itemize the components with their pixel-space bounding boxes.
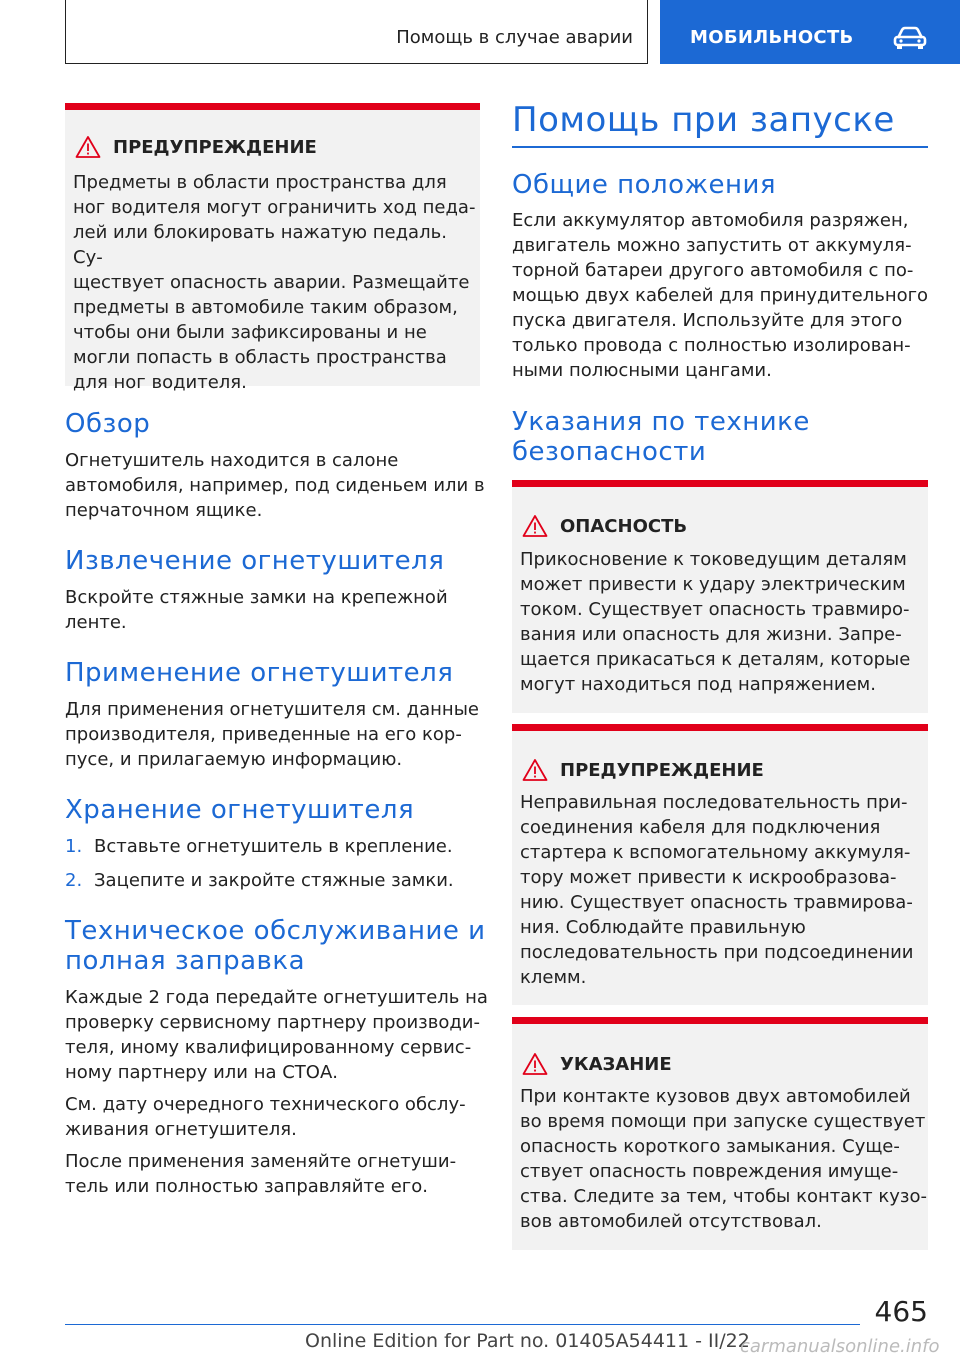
- text-line: ствует опасность повреждения имуще-: [520, 1161, 899, 1182]
- text-line: теля, иному квалифицированному сервис-: [65, 1037, 472, 1058]
- warning-box-pedals: [65, 103, 480, 393]
- heading-line: Указания по технике: [512, 407, 810, 437]
- page-title: Помощь при запуске: [512, 100, 895, 140]
- text-line: Каждые 2 года передайте огнетушитель на: [65, 987, 488, 1008]
- text-line: двигатель можно запустить от аккумуля-: [512, 235, 912, 256]
- text-line: Огнетушитель находится в салоне: [65, 450, 399, 471]
- note-triangle-icon: [522, 1052, 548, 1076]
- text-line: могли попасть в область пространства: [73, 347, 447, 368]
- warning-triangle-icon: [75, 135, 101, 159]
- text-line: ному партнеру или на СТОА.: [65, 1062, 338, 1083]
- warning-text: [73, 170, 480, 395]
- heading-usage: Применение огнетушителя: [65, 658, 454, 688]
- text-line: последовательность при подсоединении: [520, 942, 914, 963]
- text-line: только провода с полностью изолирован-: [512, 335, 911, 356]
- warning-triangle-icon: [522, 758, 548, 782]
- title-divider: [512, 146, 928, 148]
- text-line: ленте.: [65, 612, 127, 633]
- text-line: предметы в автомобиле таким образом,: [73, 297, 458, 318]
- text-line: чтобы они были зафиксированы и не: [73, 322, 427, 343]
- list-text: Зацепите и закройте стяжные замки.: [94, 870, 454, 891]
- text-line: автомобиля, например, под сиденьем или в: [65, 475, 485, 496]
- text-line: соединения кабеля для подключения: [520, 817, 881, 838]
- header-chapter-tab[interactable]: [660, 0, 960, 64]
- text-line: вания или опасность для жизни. Запре-: [520, 624, 902, 645]
- text-line: ног водителя могут ограничить ход педа-: [73, 197, 476, 218]
- text-line: клемм.: [520, 967, 587, 988]
- danger-triangle-icon: [522, 514, 548, 538]
- text-line: перчаточном ящике.: [65, 500, 263, 521]
- text-line: пусе, и прилагаемую информацию.: [65, 749, 403, 770]
- header-section-tab: [65, 0, 648, 64]
- heading-line: безопасности: [512, 437, 707, 467]
- text-line: живания огнетушителя.: [65, 1119, 297, 1140]
- text-line: может привести к удару электрическим: [520, 574, 906, 595]
- heading-storage: Хранение огнетушителя: [65, 795, 415, 825]
- footer-divider: [65, 1324, 860, 1325]
- heading-line: Техническое обслуживание и: [65, 916, 486, 946]
- text-line: мощью двух кабелей для принудительного: [512, 285, 929, 306]
- list-number: 2.: [65, 870, 83, 891]
- paragraph-usage: [65, 697, 479, 772]
- danger-title: ОПАСНОСТЬ: [560, 515, 688, 537]
- header-chapter-label: МОБИЛЬНОСТЬ: [690, 27, 854, 48]
- text-line: во время помощи при запуске существует: [520, 1111, 926, 1132]
- heading-general: Общие положения: [512, 170, 777, 200]
- list-text: Вставьте огнетушитель в крепление.: [94, 836, 453, 857]
- warning-title: ПРЕДУПРЕЖДЕНИЕ: [113, 136, 317, 158]
- text-line: стартера к вспомогательному аккумуля-: [520, 842, 911, 863]
- header-section-label: Помощь в случае аварии: [396, 27, 633, 48]
- text-line: пуска двигателя. Используйте для этого: [512, 310, 903, 331]
- text-line: Прикосновение к токоведущим деталям: [520, 549, 907, 570]
- paragraph-maintenance-1: [65, 985, 488, 1085]
- paragraph-removal: [65, 585, 448, 635]
- text-line: нию. Существует опасность травмирова-: [520, 892, 913, 913]
- warning-box-cables: [512, 724, 928, 1005]
- heading-overview: Обзор: [65, 409, 151, 439]
- paragraph-general: [512, 208, 928, 383]
- car-icon: [892, 26, 928, 50]
- list-item: [65, 834, 480, 859]
- list-number: 1.: [65, 836, 83, 857]
- note-text: [520, 1084, 927, 1234]
- text-line: лей или блокировать нажатую педаль. Су-: [73, 222, 447, 268]
- text-line: ществует опасность аварии. Размещайте: [73, 272, 470, 293]
- heading-safety: [512, 407, 810, 467]
- paragraph-maintenance-2: [65, 1092, 466, 1142]
- paragraph-maintenance-3: [65, 1149, 456, 1199]
- text-line: тору может привести к искрообразова-: [520, 867, 897, 888]
- paragraph-overview: [65, 448, 485, 523]
- text-line: производителя, приведенные на его кор-: [65, 724, 462, 745]
- text-line: могут находиться под напряжением.: [520, 674, 876, 695]
- heading-removal: Извлечение огнетушителя: [65, 546, 445, 576]
- text-line: вов автомобилей отсутствовал.: [520, 1211, 822, 1232]
- text-line: ства. Следите за тем, чтобы контакт кузо-: [520, 1186, 927, 1207]
- list-item: [65, 868, 480, 893]
- text-line: См. дату очередного технического обслу-: [65, 1094, 466, 1115]
- page-number: 465: [874, 1295, 928, 1328]
- text-line: Для применения огнетушителя см. данные: [65, 699, 479, 720]
- text-line: ными полюсными цангами.: [512, 360, 772, 381]
- text-line: Неправильная последовательность при-: [520, 792, 908, 813]
- danger-text: [520, 547, 910, 697]
- heading-maintenance: [65, 916, 486, 976]
- danger-box: [512, 480, 928, 713]
- text-line: Предметы в области пространства для: [73, 172, 447, 193]
- text-line: током. Существует опасность травмиро-: [520, 599, 910, 620]
- note-title: УКАЗАНИЕ: [560, 1053, 672, 1075]
- footer-watermark[interactable]: carmanualsonline.info: [740, 1336, 940, 1357]
- footer-edition: Online Edition for Part no. 01405A54411 - II/22: [305, 1330, 750, 1352]
- text-line: При контакте кузовов двух автомобилей: [520, 1086, 911, 1107]
- text-line: проверку сервисному партнеру производи-: [65, 1012, 480, 1033]
- text-line: После применения заменяйте огнетуши-: [65, 1151, 457, 1172]
- warning-text: [520, 790, 914, 990]
- text-line: торной батареи другого автомобиля с по-: [512, 260, 914, 281]
- text-line: Если аккумулятор автомобиля разряжен,: [512, 210, 909, 231]
- text-line: тель или полностью заправляйте его.: [65, 1176, 428, 1197]
- note-box: [512, 1017, 928, 1250]
- text-line: щается прикасаться к деталям, которые: [520, 649, 911, 670]
- warning-title: ПРЕДУПРЕЖДЕНИЕ: [560, 759, 764, 781]
- text-line: для ног водителя.: [73, 372, 247, 393]
- text-line: опасность короткого замыкания. Суще-: [520, 1136, 900, 1157]
- text-line: Вскройте стяжные замки на крепежной: [65, 587, 448, 608]
- text-line: ния. Соблюдайте правильную: [520, 917, 806, 938]
- heading-line: полная заправка: [65, 946, 306, 976]
